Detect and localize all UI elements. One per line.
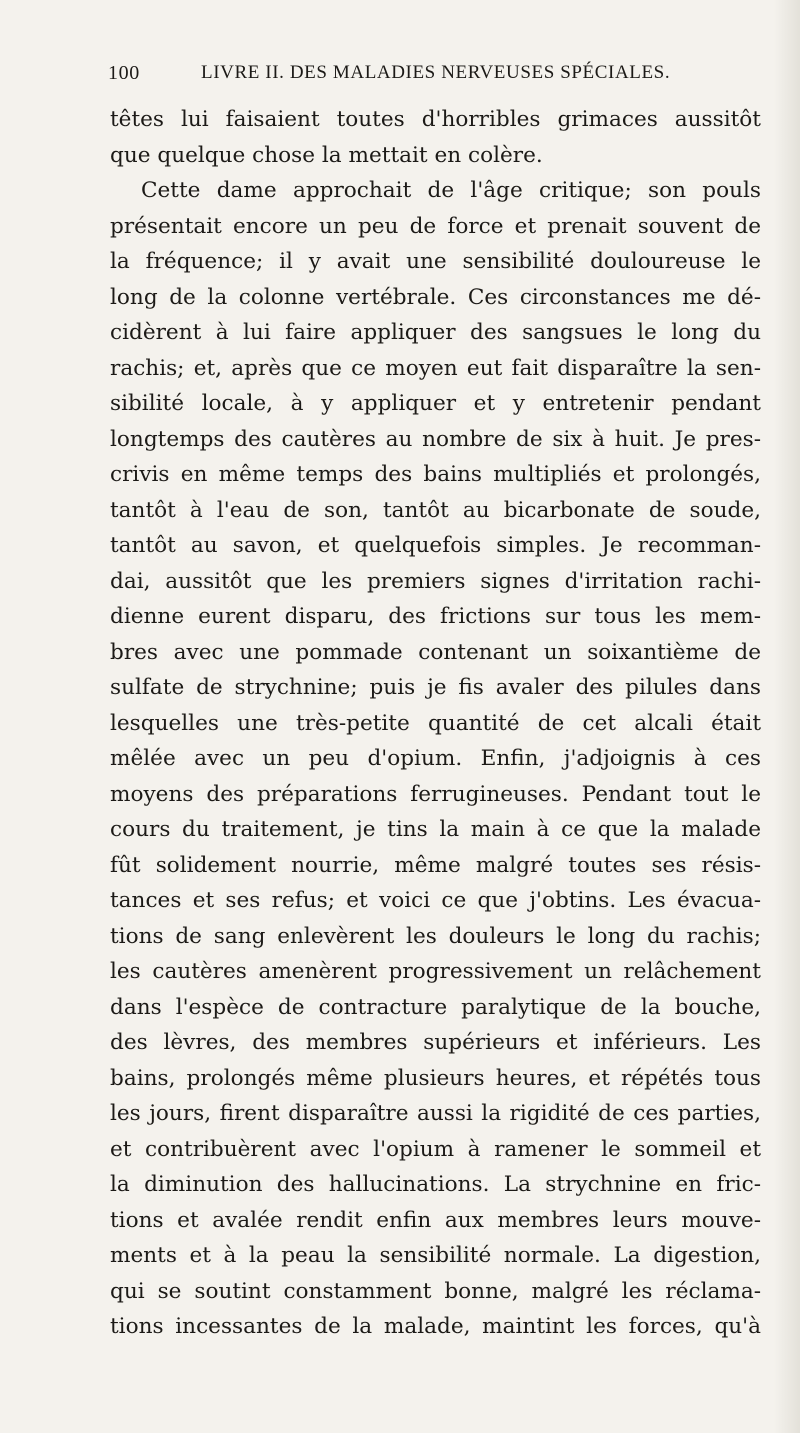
- text-line: dans l'espèce de contracture paralytique de la bouche,: [110, 994, 761, 1020]
- text-line: têtes lui faisaient toutes d'horribles grimaces aussitôt: [110, 107, 761, 132]
- text-line: dai, aussitôt que les premiers signes d'irritation rachi-: [110, 568, 761, 594]
- text-line: cours du traitement, je tins la main à ce que la malade: [110, 817, 761, 842]
- text-line: tantôt à l'eau de son, tantôt au bicarbonate de soude,: [110, 497, 761, 523]
- running-title: LIVRE II. DES MALADIES NERVEUSES SPÉCIALES.: [201, 62, 671, 83]
- text-line: Cette dame approchait de l'âge critique; son pouls: [141, 178, 761, 203]
- text-line: bres avec une pommade contenant un soixantième de: [110, 639, 761, 665]
- text-line: moyens des préparations ferrugineuses. Pendant tout le: [110, 781, 761, 807]
- text-line: la diminution des hallucinations. La strychnine en fric-: [110, 1172, 761, 1197]
- text-line: longtemps des cautères au nombre de six à huit. Je pres-: [110, 426, 761, 452]
- text-line: mêlée avec un peu d'opium. Enfin, j'adjoignis à ces: [110, 746, 761, 771]
- text-line: sulfate de strychnine; puis je fis avaler des pilules dans: [110, 675, 761, 700]
- page-number: 100: [108, 62, 140, 84]
- text-line: bains, prolongés même plusieurs heures, et répétés tous: [110, 1065, 761, 1091]
- page-edge-shadow: [774, 0, 800, 1433]
- text-line: que quelque chose la mettait en colère.: [110, 142, 543, 168]
- text-line: crivis en même temps des bains multipliés et prolongés,: [110, 462, 761, 487]
- text-line: ments et à la peau la sensibilité normale. La digestion,: [110, 1243, 761, 1268]
- text-line: tances et ses refus; et voici ce que j'obtins. Les évacua-: [110, 888, 761, 913]
- text-line: tantôt au savon, et quelquefois simples. Je recomman-: [110, 533, 761, 558]
- text-line: lesquelles une très-petite quantité de cet alcali était: [110, 710, 761, 736]
- text-line: les jours, firent disparaître aussi la rigidité de ces parties,: [110, 1101, 761, 1126]
- text-line: fût solidement nourrie, même malgré toutes ses résis-: [110, 852, 761, 878]
- text-line: sibilité locale, à y appliquer et y entretenir pendant: [110, 391, 761, 416]
- text-line: tions et avalée rendit enfin aux membres leurs mouve-: [110, 1207, 761, 1233]
- running-header: [108, 58, 673, 88]
- text-line: cidèrent à lui faire appliquer des sangsues le long du: [110, 320, 761, 345]
- text-line: long de la colonne vertébrale. Ces circonstances me dé-: [110, 284, 761, 310]
- text-line: dienne eurent disparu, des frictions sur tous les mem-: [110, 604, 761, 629]
- text-line: des lèvres, des membres supérieurs et inférieurs. Les: [110, 1030, 761, 1055]
- text-line: tions de sang enlevèrent les douleurs le long du rachis;: [110, 923, 761, 949]
- text-line: tions incessantes de la malade, maintint les forces, qu'à: [110, 1314, 761, 1339]
- text-line: les cautères amenèrent progressivement un relâchement: [110, 959, 761, 984]
- text-line: présentait encore un peu de force et prenait souvent de: [110, 213, 761, 239]
- text-line: et contribuèrent avec l'opium à ramener le sommeil et: [110, 1136, 761, 1162]
- text-line: rachis; et, après que ce moyen eut fait disparaître la sen-: [110, 355, 761, 381]
- text-line: la fréquence; il y avait une sensibilité douloureuse le: [110, 249, 761, 274]
- text-line: qui se soutint constamment bonne, malgré les réclama-: [110, 1278, 761, 1304]
- body-text: [110, 102, 761, 1345]
